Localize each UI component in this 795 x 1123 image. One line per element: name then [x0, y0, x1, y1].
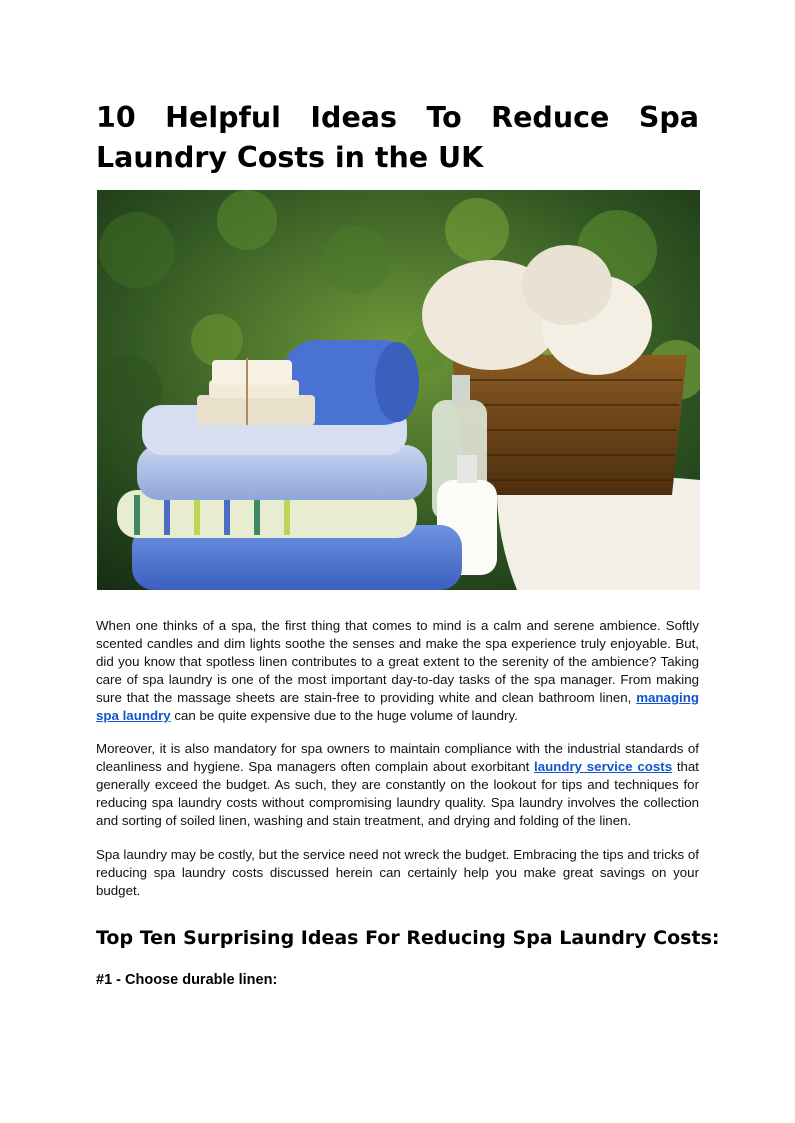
- managing-spa-laundry-link[interactable]: managing spa laundry: [96, 690, 699, 723]
- spa-towels-photo: [97, 190, 700, 590]
- compliance-paragraph: Moreover, it is also mandatory for spa owners to maintain compliance with the industrial standards of cleanliness and hygiene. Spa managers often complain about exorbitant laundry service costs that generally exceed the budget. As such, they are constantly on the lookout for tips and techniques for reducing spa laundry costs without compromising laundry quality. Spa laundry involves the collection and sorting of soiled linen, washing and stain treatment, and drying and folding of the linen.: [96, 741, 699, 828]
- laundry-service-costs-link[interactable]: laundry service costs: [534, 759, 673, 774]
- document-title: 10 Helpful Ideas To Reduce Spa Laundry Costs in the UK: [96, 101, 699, 174]
- intro-paragraph: When one thinks of a spa, the first thing that comes to mind is a calm and serene ambience. Softly scented candles and dim lights soothe the senses and make the spa experience truly enjoyable. But, did you know that spotless linen contributes to a great extent to the serenity of the ambience? Taking care of spa laundry is one of the most important day-to-day tasks of the spa manager. From making sure that the massage sheets are stain-free to providing white and clean bathroom linen, managing spa laundry can be quite expensive due to the huge volume of laundry.: [96, 618, 699, 723]
- budget-paragraph: Spa laundry may be costly, but the service need not wreck the budget. Embracing the tips and tricks of reducing spa laundry costs discussed herein can certainly help you make great savings on your budget.: [96, 847, 699, 898]
- section-heading: Top Ten Surprising Ideas For Reducing Spa Laundry Costs:: [96, 927, 720, 949]
- tip-1-heading: #1 - Choose durable linen:: [96, 972, 278, 988]
